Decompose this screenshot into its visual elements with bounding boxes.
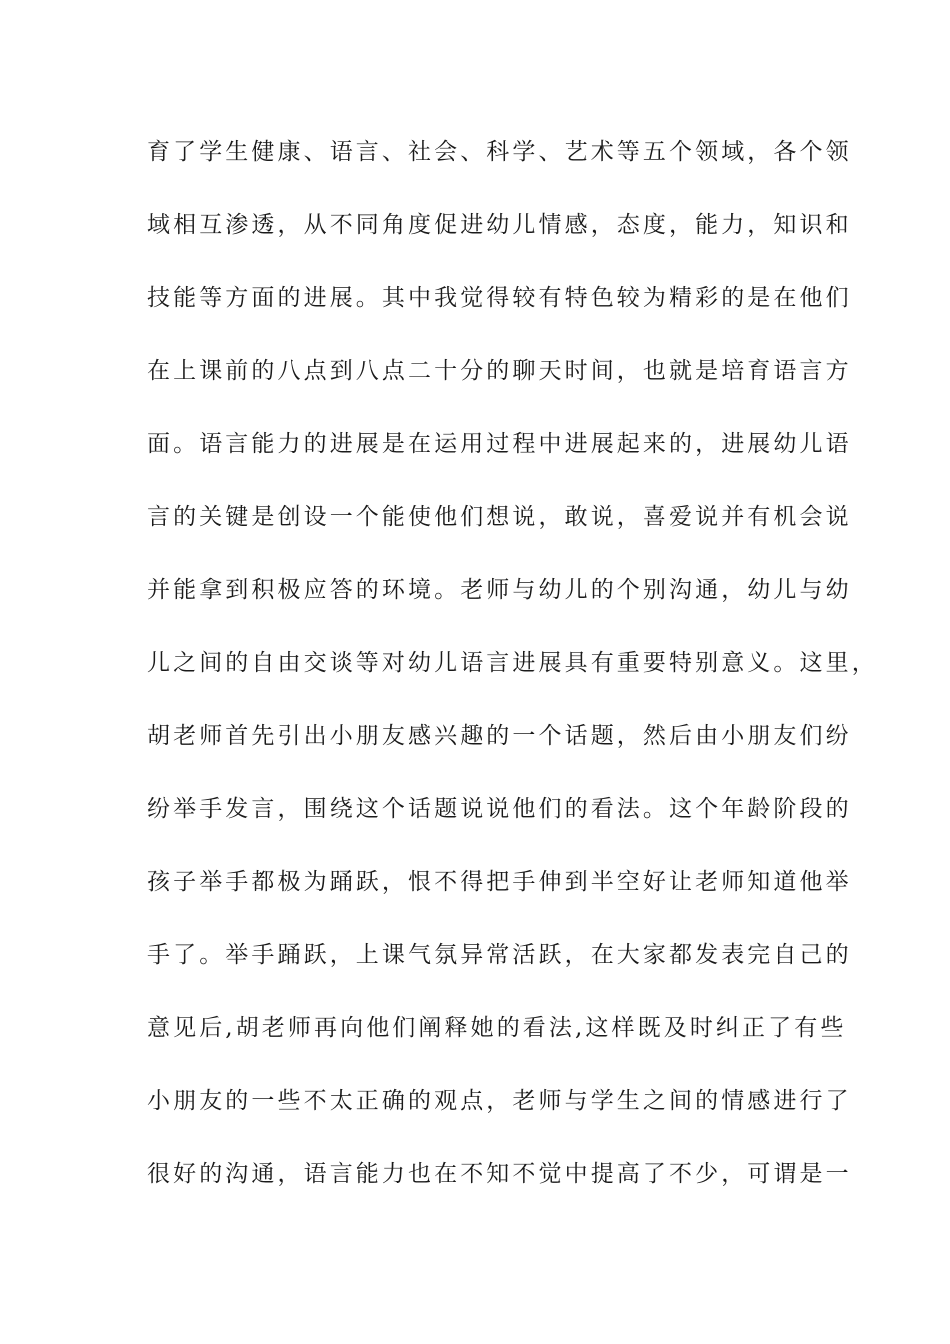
text-line: 在上课前的八点到八点二十分的聊天时间，也就是培育语言方 — [147, 358, 852, 384]
text-line: 很好的沟通，语言能力也在不知不觉中提高了不少，可谓是一 — [147, 1161, 852, 1187]
text-line: 言的关键是创设一个能使他们想说，敢说，喜爱说并有机会说 — [147, 504, 852, 530]
text-line: 意见后,胡老师再向他们阐释她的看法,这样既及时纠正了有些 — [147, 1015, 847, 1041]
text-line: 并能拿到积极应答的环境。老师与幼儿的个别沟通，幼儿与幼 — [147, 577, 852, 603]
text-line: 孩子举手都极为踊跃，恨不得把手伸到半空好让老师知道他举 — [147, 869, 852, 895]
text-line: 纷举手发言，围绕这个话题说说他们的看法。这个年龄阶段的 — [147, 796, 852, 822]
text-line: 儿之间的自由交谈等对幼儿语言进展具有重要特别意义。这里， — [147, 650, 878, 676]
text-line: 育了学生健康、语言、社会、科学、艺术等五个领域，各个领 — [147, 139, 852, 165]
text-line: 小朋友的一些不太正确的观点，老师与学生之间的情感进行了 — [147, 1088, 852, 1114]
text-line: 面。语言能力的进展是在运用过程中进展起来的，进展幼儿语 — [147, 431, 852, 457]
text-line: 手了。举手踊跃，上课气氛异常活跃，在大家都发表完自己的 — [147, 942, 852, 968]
text-line: 技能等方面的进展。其中我觉得较有特色较为精彩的是在他们 — [147, 285, 852, 311]
text-line: 域相互渗透，从不同角度促进幼儿情感，态度，能力，知识和 — [147, 212, 852, 238]
text-line: 胡老师首先引出小朋友感兴趣的一个话题，然后由小朋友们纷 — [147, 723, 852, 749]
